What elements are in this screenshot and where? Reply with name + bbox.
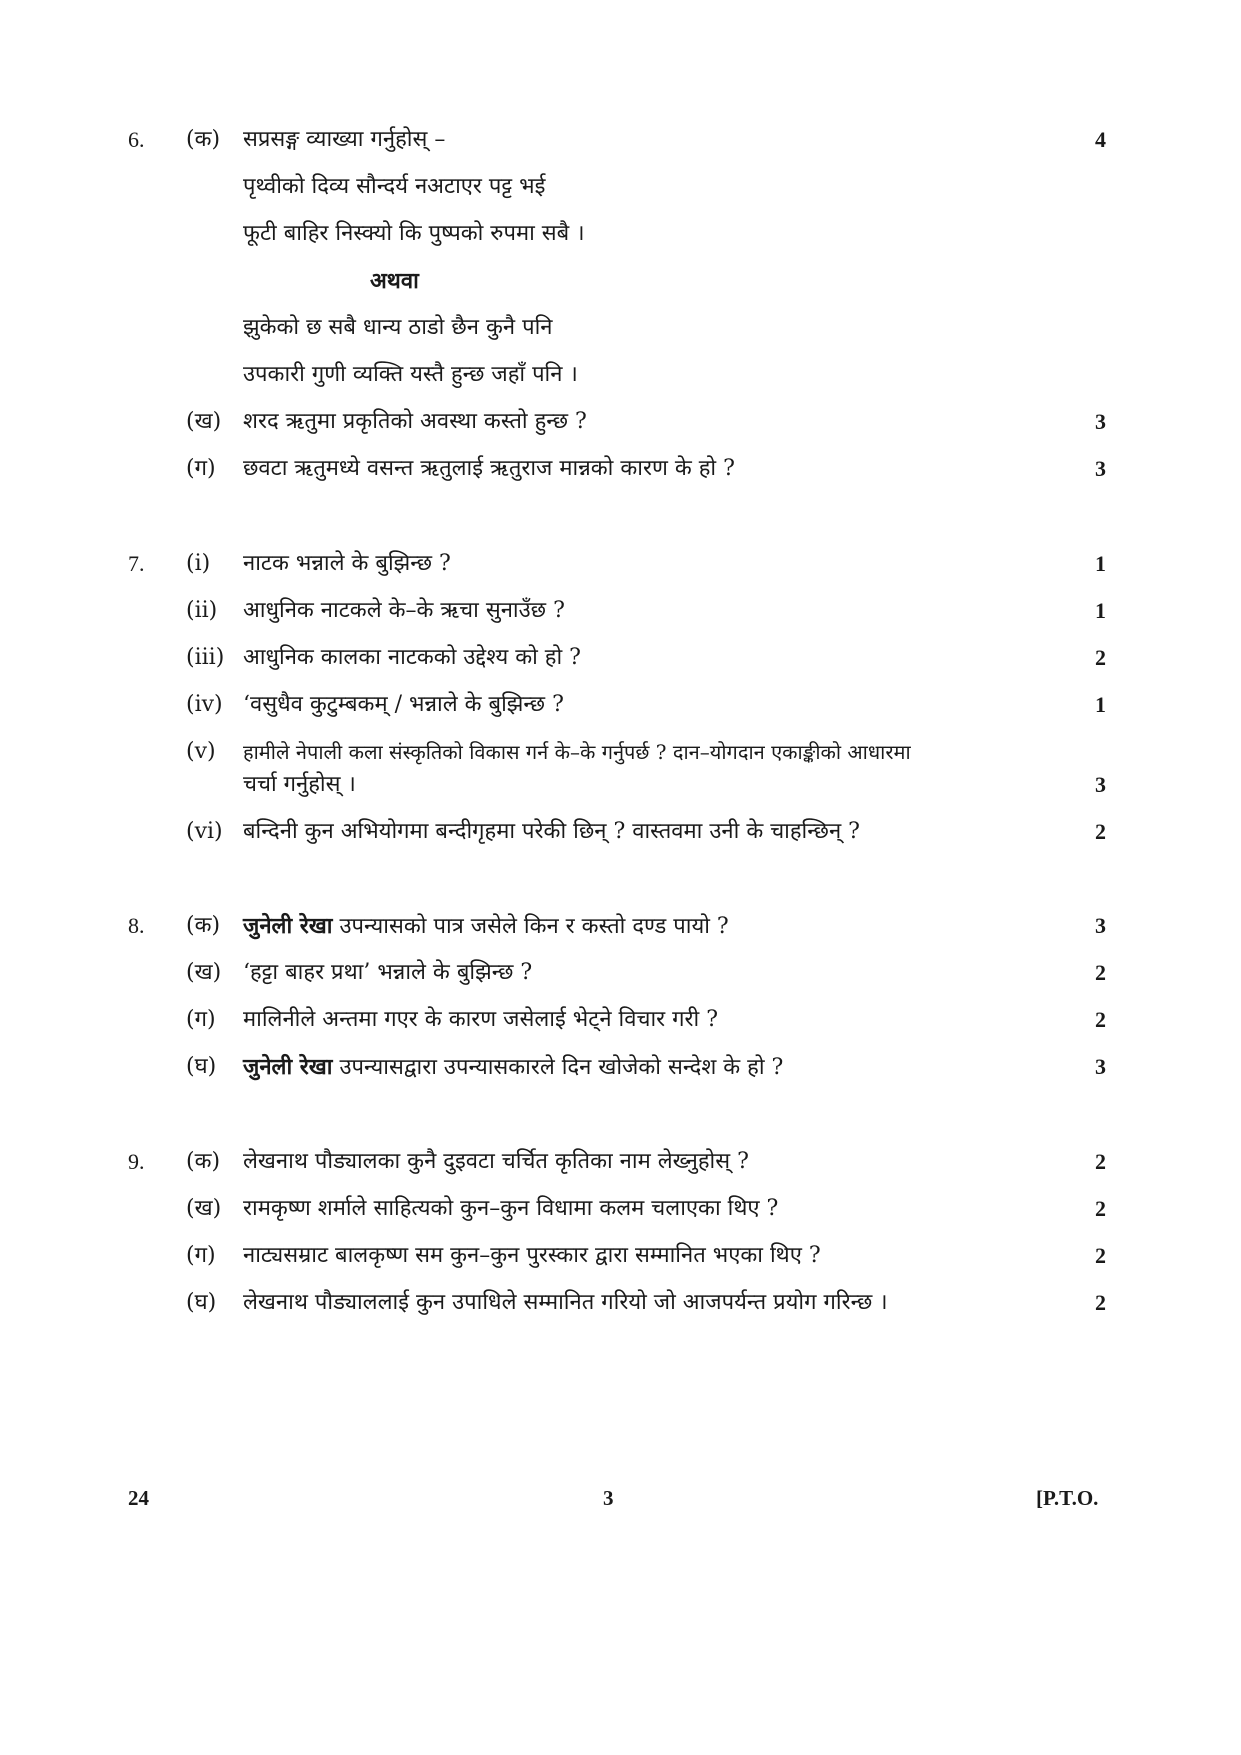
question-7-number: 7. (128, 551, 145, 576)
q7-iv-marks: 1 (1095, 692, 1106, 717)
q8-d-book-title: जुनेली रेखा (243, 1054, 333, 1080)
q9-b-text: रामकृष्ण शर्माले साहित्यको कुन–कुन विधामा कलम चलाएका थिए ? (243, 1196, 779, 1221)
q9-d-label: (घ) (186, 1290, 217, 1315)
q7-ii-marks: 1 (1095, 598, 1106, 623)
question-6-number: 6. (128, 127, 145, 152)
q9-d-text: लेखनाथ पौड्याललाई कुन उपाधिले सम्मानित गरियो जो आजपर्यन्त प्रयोग गरिन्छ । (243, 1290, 888, 1315)
q6-c-label: (ग) (186, 456, 216, 481)
q8-d-label: (घ) (186, 1054, 217, 1079)
q8-c-marks: 2 (1095, 1007, 1106, 1032)
q7-ii-label: (ii) (186, 598, 218, 623)
q7-v-marks: 3 (1095, 772, 1106, 797)
q8-a-marks: 3 (1095, 913, 1106, 938)
footer-code: 24 (128, 1486, 149, 1510)
q7-v-label: (v) (186, 739, 216, 764)
q7-i-marks: 1 (1095, 551, 1106, 576)
q9-b-marks: 2 (1095, 1196, 1106, 1221)
q8-d-text: उपन्यासद्वारा उपन्यासकारले दिन खोजेको सन्देश के हो ? (332, 1055, 784, 1080)
q6-verse1-line2: फूटी बाहिर निस्क्यो कि पुष्पको रुपमा सबै । (243, 221, 585, 246)
q6-a-text: सप्रसङ्ग व्याख्या गर्नुहोस् – (243, 127, 446, 152)
q7-ii-text: आधुनिक नाटकले के–के ऋचा सुनाउँछ ? (243, 598, 565, 623)
q9-a-text: लेखनाथ पौड्यालका कुनै दुइवटा चर्चित कृतिका नाम लेख्नुहोस् ? (243, 1149, 749, 1174)
q7-vi-marks: 2 (1095, 819, 1106, 844)
q7-iii-text: आधुनिक कालका नाटकको उद्देश्य को हो ? (243, 645, 581, 670)
q9-a-marks: 2 (1095, 1149, 1106, 1174)
q6-b-text: शरद ऋतुमा प्रकृतिको अवस्था कस्तो हुन्छ ? (243, 409, 587, 434)
q8-d-marks: 3 (1095, 1054, 1106, 1079)
q6-a-label: (क) (186, 127, 221, 152)
q7-iii-label: (iii) (186, 645, 225, 670)
q7-iv-label: (iv) (186, 692, 223, 717)
q8-a-line (243, 911, 729, 942)
q6-c-marks: 3 (1095, 456, 1106, 481)
footer-pto: [P.T.O. (1036, 1486, 1099, 1510)
q8-c-label: (ग) (186, 1007, 216, 1032)
q6-verse2-line2: उपकारी गुणी व्यक्ति यस्तै हुन्छ जहाँ पनि । (243, 362, 578, 387)
q8-b-text: ‘हट्टा बाहर प्रथा’ भन्नाले के बुझिन्छ ? (243, 960, 533, 985)
q9-a-label: (क) (186, 1149, 221, 1174)
q7-vi-text: बन्दिनी कुन अभियोगमा बन्दीगृहमा परेकी छिन् ? वास्तवमा उनी के चाहन्छिन् ? (243, 819, 860, 844)
q6-verse2-line1: झुकेको छ सबै धान्य ठाडो छैन कुनै पनि (243, 315, 553, 340)
q8-a-text: उपन्यासको पात्र जसेले किन र कस्तो दण्ड पायो ? (332, 914, 729, 939)
q8-a-book-title: जुनेली रेखा (243, 913, 333, 939)
q7-iii-marks: 2 (1095, 645, 1106, 670)
q9-c-marks: 2 (1095, 1243, 1106, 1268)
q8-b-marks: 2 (1095, 960, 1106, 985)
q7-i-text: नाटक भन्नाले के बुझिन्छ ? (243, 551, 451, 576)
q7-v-text-continued: चर्चा गर्नुहोस् । (243, 772, 356, 797)
q6-verse1-line1: पृथ्वीको दिव्य सौन्दर्य नअटाएर पट्ट भई (243, 174, 546, 199)
q9-c-text: नाट्यसम्राट बालकृष्ण सम कुन–कुन पुरस्कार द्वारा सम्मानित भएका थिए ? (243, 1243, 821, 1268)
q6-c-text: छवटा ऋतुमध्ये वसन्त ऋतुलाई ऋतुराज मान्नको कारण के हो ? (243, 456, 735, 481)
q8-d-line (243, 1052, 783, 1083)
q6-b-label: (ख) (186, 409, 222, 434)
q6-b-marks: 3 (1095, 409, 1106, 434)
question-8-number: 8. (128, 913, 145, 938)
q8-b-label: (ख) (186, 960, 222, 985)
q9-c-label: (ग) (186, 1243, 216, 1268)
q6-a-marks: 4 (1095, 127, 1106, 152)
q9-d-marks: 2 (1095, 1290, 1106, 1315)
q8-c-text: मालिनीले अन्तमा गएर के कारण जसेलाई भेट्ने विचार गरी ? (243, 1007, 719, 1032)
footer-page-number: 3 (603, 1486, 614, 1510)
q6-or-heading: अथवा (370, 268, 419, 294)
q7-iv-text: ‘वसुधैव कुटुम्बकम् / भन्नाले के बुझिन्छ ? (243, 692, 564, 717)
q9-b-label: (ख) (186, 1196, 222, 1221)
q8-a-label: (क) (186, 913, 221, 938)
q7-vi-label: (vi) (186, 819, 223, 844)
q7-i-label: (i) (186, 551, 211, 576)
question-9-number: 9. (128, 1149, 145, 1174)
q7-v-text: हामीले नेपाली कला संस्कृतिको विकास गर्न के–के गर्नुपर्छ ? दान–योगदान एकाङ्कीको आधारमा (243, 740, 911, 764)
